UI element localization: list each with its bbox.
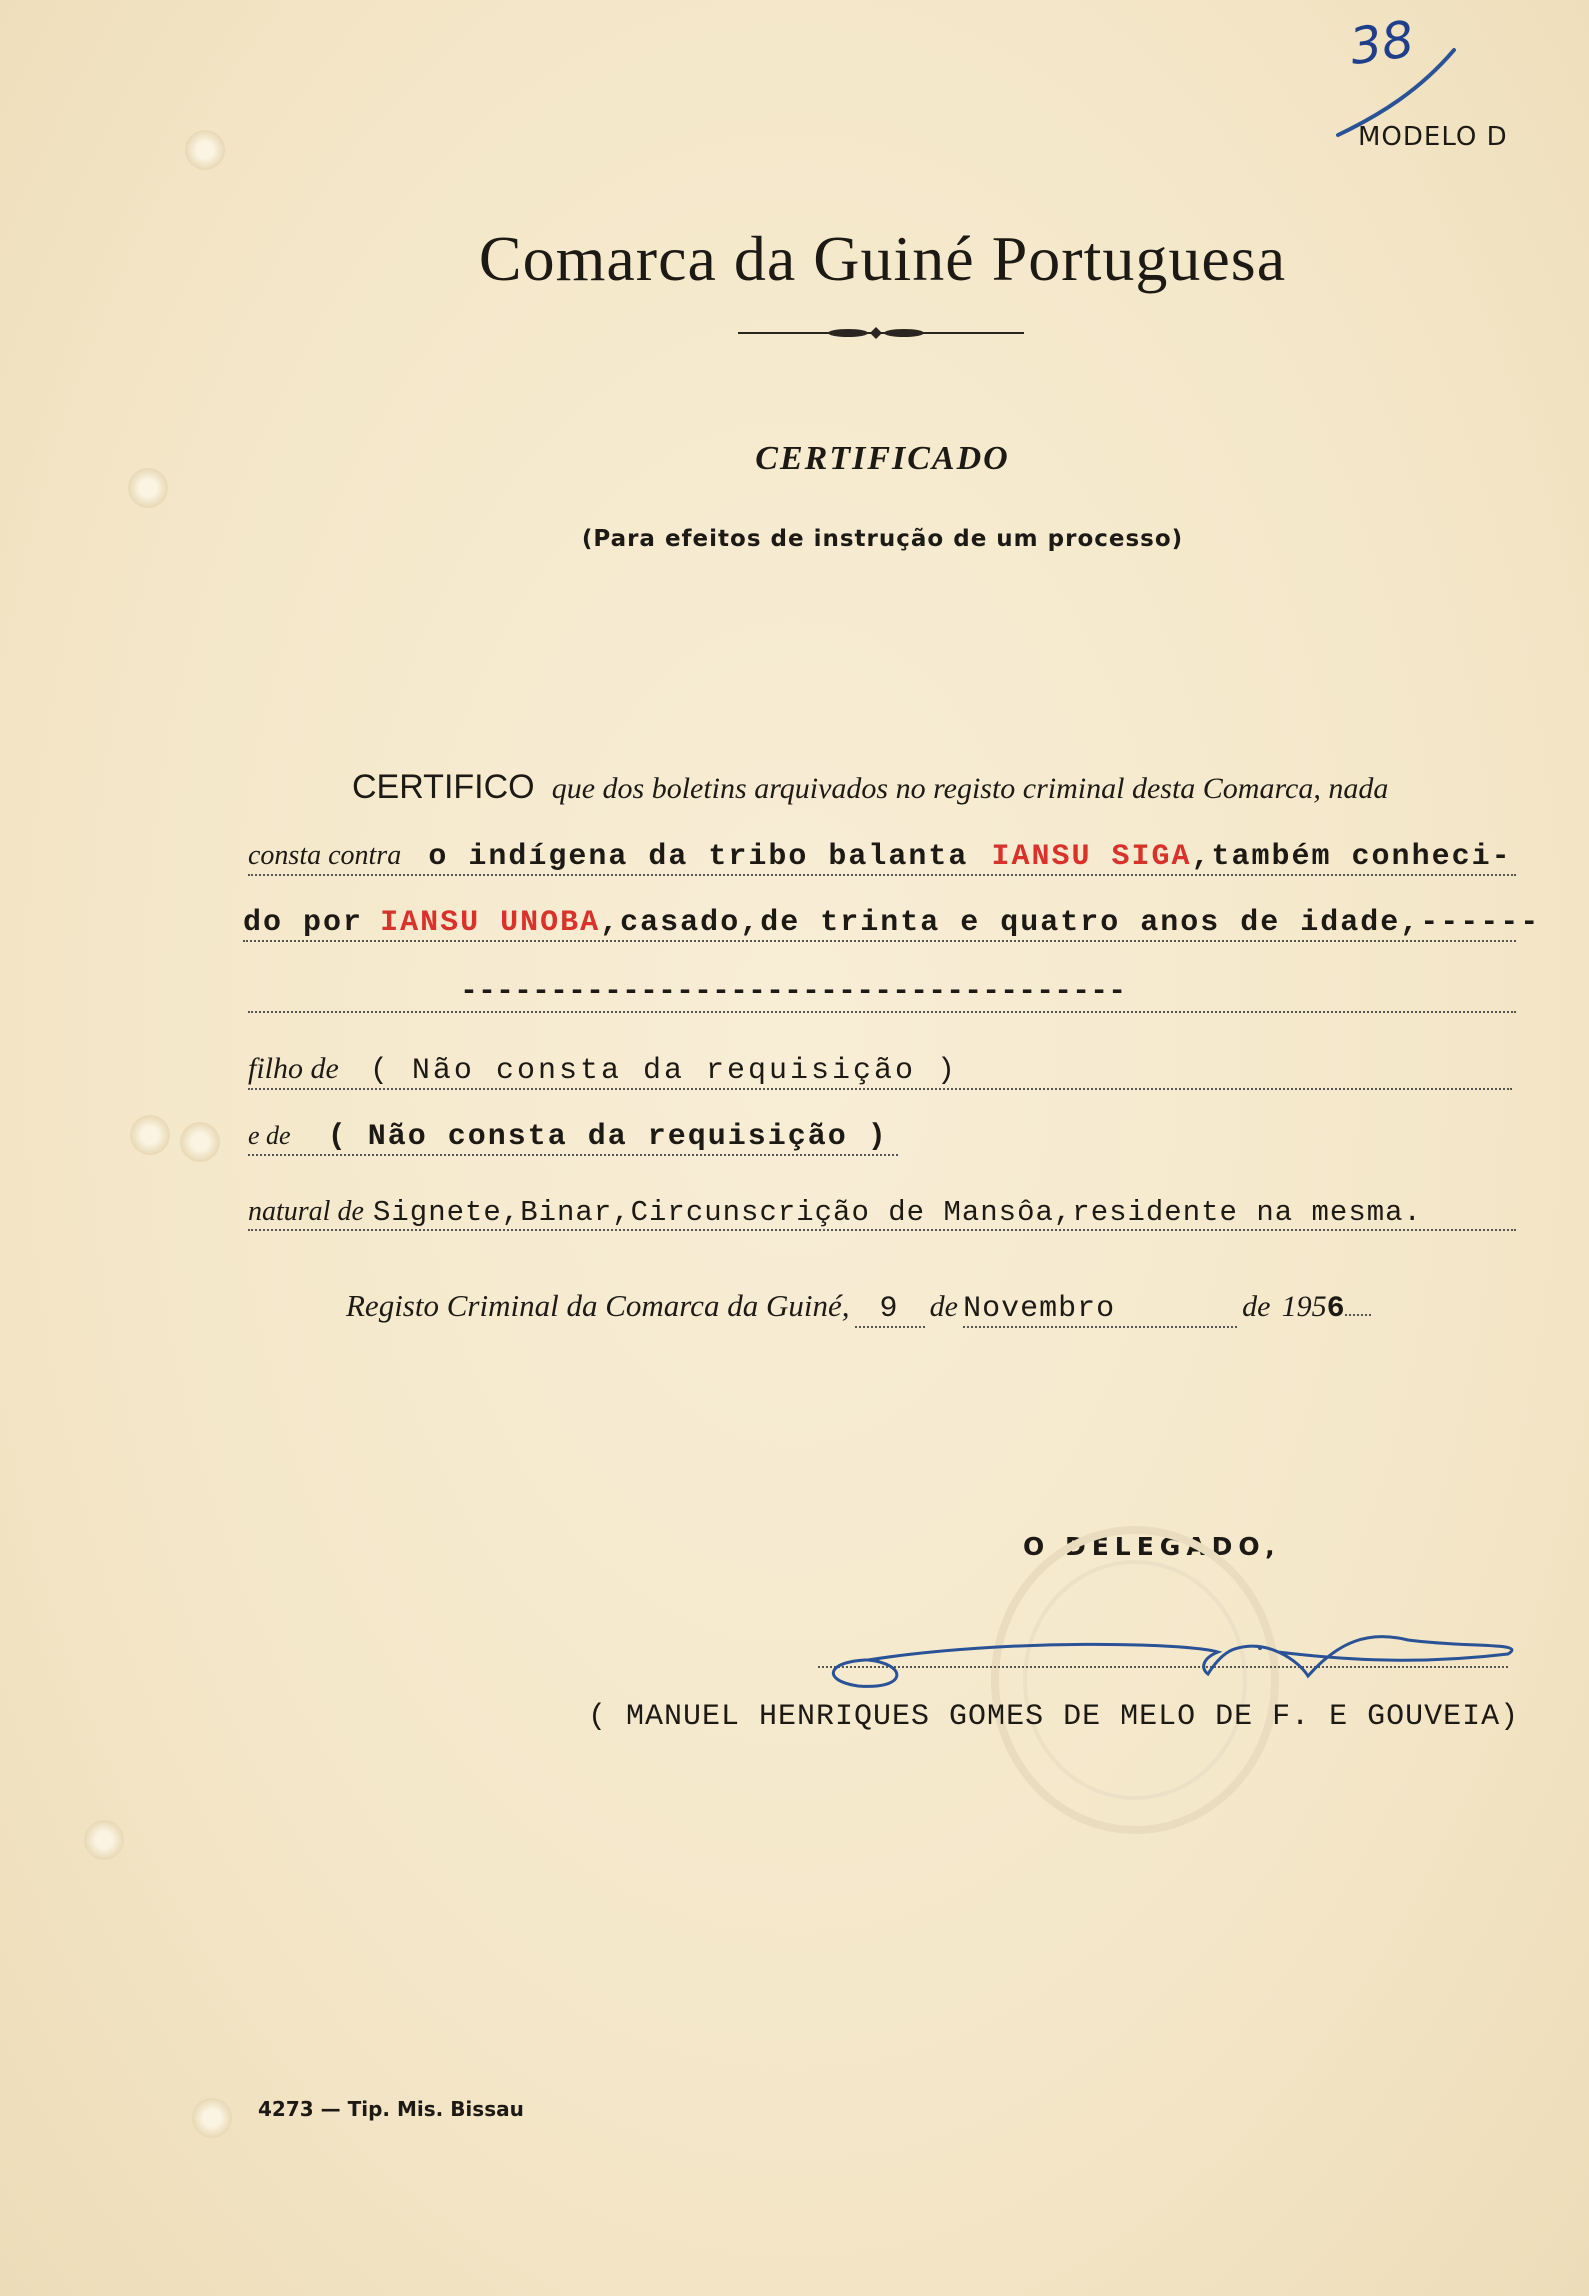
natural-label: natural de xyxy=(248,1196,364,1227)
punch-hole xyxy=(130,1115,170,1155)
ornament-divider xyxy=(738,318,1024,348)
subject-name-primary: IANSU SIGA xyxy=(991,840,1192,874)
model-label: MODELO D xyxy=(1358,122,1508,152)
punch-hole xyxy=(84,1820,124,1860)
date-line xyxy=(346,1288,1371,1328)
typed-subject-a: o indígena da tribo balanta xyxy=(428,840,969,874)
punch-hole xyxy=(192,2098,232,2138)
year-dots xyxy=(1345,1314,1371,1316)
signatory-role: O DELEGADO, xyxy=(1023,1532,1281,1561)
punch-hole xyxy=(185,130,225,170)
consta-contra-label: consta contra xyxy=(248,840,402,871)
signatory-name: ( MANUEL HENRIQUES GOMES DE MELO DE F. E GOUVEIA) xyxy=(588,1700,1520,1734)
date-day: 9 xyxy=(855,1292,925,1328)
natural-value: Signete,Binar,Circunscrição de Mansôa,residente na mesma. xyxy=(372,1196,1422,1229)
certifico-word: CERTIFICO xyxy=(352,768,535,806)
certificate-subtitle: (Para efeitos de instrução de um processo) xyxy=(581,526,1184,552)
date-month: Novembro xyxy=(963,1292,1237,1328)
natural-line xyxy=(248,1196,1516,1231)
mother-value: ( Não consta da requisição ) xyxy=(327,1120,888,1154)
date-year-digit: 6 xyxy=(1326,1292,1345,1326)
handwritten-signature xyxy=(808,1618,1528,1708)
father-label: filho de xyxy=(248,1052,339,1085)
body-line-2 xyxy=(248,840,1516,876)
mother-label: e de xyxy=(248,1121,291,1150)
body-line-3 xyxy=(243,906,1541,942)
body-line-1 xyxy=(352,768,1388,807)
punch-hole xyxy=(180,1122,220,1162)
date-de-1: de xyxy=(929,1290,958,1323)
father-line xyxy=(248,1052,1512,1090)
subject-name-alias: IANSU UNOBA xyxy=(380,906,601,940)
body-line-4 xyxy=(248,975,1516,1013)
date-de-2: de xyxy=(1242,1290,1271,1323)
typed-subject-b: ,também conheci- xyxy=(1191,840,1512,874)
registry-label: Registo Criminal da Comarca da Guiné, xyxy=(346,1288,850,1323)
printer-imprint: 4273 — Tip. Mis. Bissau xyxy=(258,2097,524,2121)
certificate-heading: CERTIFICADO xyxy=(755,440,1010,477)
typed-subject-c: do por xyxy=(243,906,364,940)
mother-line xyxy=(248,1120,898,1156)
document-title: Comarca da Guiné Portuguesa xyxy=(478,223,1287,294)
certifico-text: que dos boletins arquivados no registo criminal desta Comarca, nada xyxy=(551,772,1389,805)
handwritten-page-number: 38 xyxy=(1346,9,1418,77)
typed-filler-dashes: ------------------------------------- xyxy=(460,975,1127,1009)
father-value: ( Não consta da requisição ) xyxy=(369,1054,959,1088)
date-year-prefix: 195 xyxy=(1281,1290,1327,1323)
typed-subject-d: ,casado,de trinta e quatro anos de idade,------ xyxy=(600,906,1541,940)
